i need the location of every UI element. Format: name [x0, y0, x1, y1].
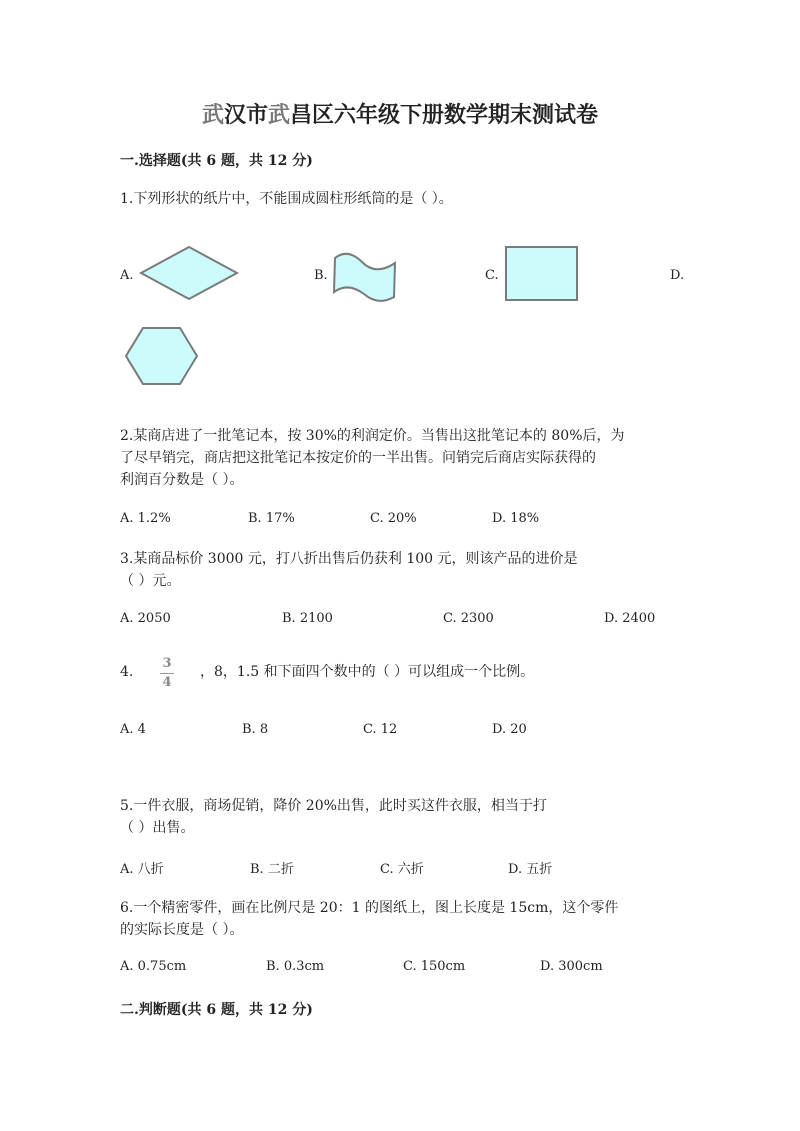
q4-option-b: B. 8 [242, 722, 269, 737]
q4-option-d: D. 20 [492, 722, 527, 737]
q1-option-d-label: D. [670, 268, 685, 283]
question-3-line-2: （ ）元。 [120, 573, 181, 589]
question-2-line-3: 利润百分数是（ ）。 [120, 472, 244, 488]
question-6-line-2: 的实际长度是（ ）。 [120, 922, 244, 938]
q1-option-a-label: A. [120, 268, 134, 283]
rectangle-shape [506, 247, 577, 300]
fraction-three-quarters [160, 656, 174, 691]
q1-option-c-label: C. [485, 268, 499, 283]
q5-option-a: A. 八折 [120, 862, 164, 877]
q5-option-b: B. 二折 [250, 862, 294, 877]
q3-option-b: B. 2100 [282, 611, 333, 626]
q5-option-d: D. 五折 [508, 862, 553, 877]
q3-option-c: C. 2300 [443, 611, 494, 626]
rhombus-shape [141, 247, 237, 299]
hexagon-shape [126, 328, 197, 384]
q2-option-a: A. 1.2% [120, 511, 171, 526]
q2-option-b: B. 17% [248, 511, 295, 526]
question-4-text: ，8，1.5 和下面四个数中的（ ）可以组成一个比例。 [200, 664, 535, 680]
question-5-line-1: 5.一件衣服，商场促销，降价 20%出售，此时买这件衣服，相当于打 [120, 798, 547, 814]
q4-option-a: A. 4 [120, 722, 146, 737]
question-1-text: 1.下列形状的纸片中，不能围成圆柱形纸筒的是（ ）。 [120, 191, 453, 207]
wavy-sheet-shape [334, 254, 395, 301]
q5-option-c: C. 六折 [380, 862, 424, 877]
fraction-denominator: 4 [162, 675, 172, 690]
question-5-line-2: （ ）出售。 [120, 820, 195, 836]
q6-option-a: A. 0.75cm [120, 959, 187, 974]
question-2-line-2: 了尽早销完，商店把这批笔记本按定价的一半出售。问销完后商店实际获得的 [120, 450, 596, 466]
q3-option-d: D. 2400 [604, 611, 656, 626]
question-4-number: 4. [120, 664, 134, 680]
page-title: 武汉市武昌区六年级下册数学期末测试卷 [201, 102, 599, 128]
question-3-line-1: 3.某商品标价 3000 元，打八折出售后仍获利 100 元，则该产品的进价是 [120, 551, 578, 567]
q1-shapes [0, 0, 800, 400]
q4-option-c: C. 12 [363, 722, 398, 737]
section-heading-judgment: 二.判断题(共 6 题，共 12 分) [120, 1002, 313, 1018]
q1-option-b-label: B. [314, 268, 328, 283]
fraction-numerator: 3 [162, 656, 172, 671]
q6-option-d: D. 300cm [540, 959, 603, 974]
question-2-line-1: 2.某商店进了一批笔记本，按 30%的利润定价。当售出这批笔记本的 80%后，为 [120, 428, 625, 444]
q2-option-d: D. 18% [492, 511, 540, 526]
q2-option-c: C. 20% [370, 511, 417, 526]
section-heading-choice: 一.选择题(共 6 题，共 12 分) [120, 153, 313, 169]
q6-option-b: B. 0.3cm [266, 959, 325, 974]
question-6-line-1: 6.一个精密零件，画在比例尺是 20：1 的图纸上，图上长度是 15cm，这个零件 [120, 900, 619, 916]
q3-option-a: A. 2050 [120, 611, 171, 626]
q6-option-c: C. 150cm [403, 959, 466, 974]
fraction-bar [160, 673, 174, 674]
